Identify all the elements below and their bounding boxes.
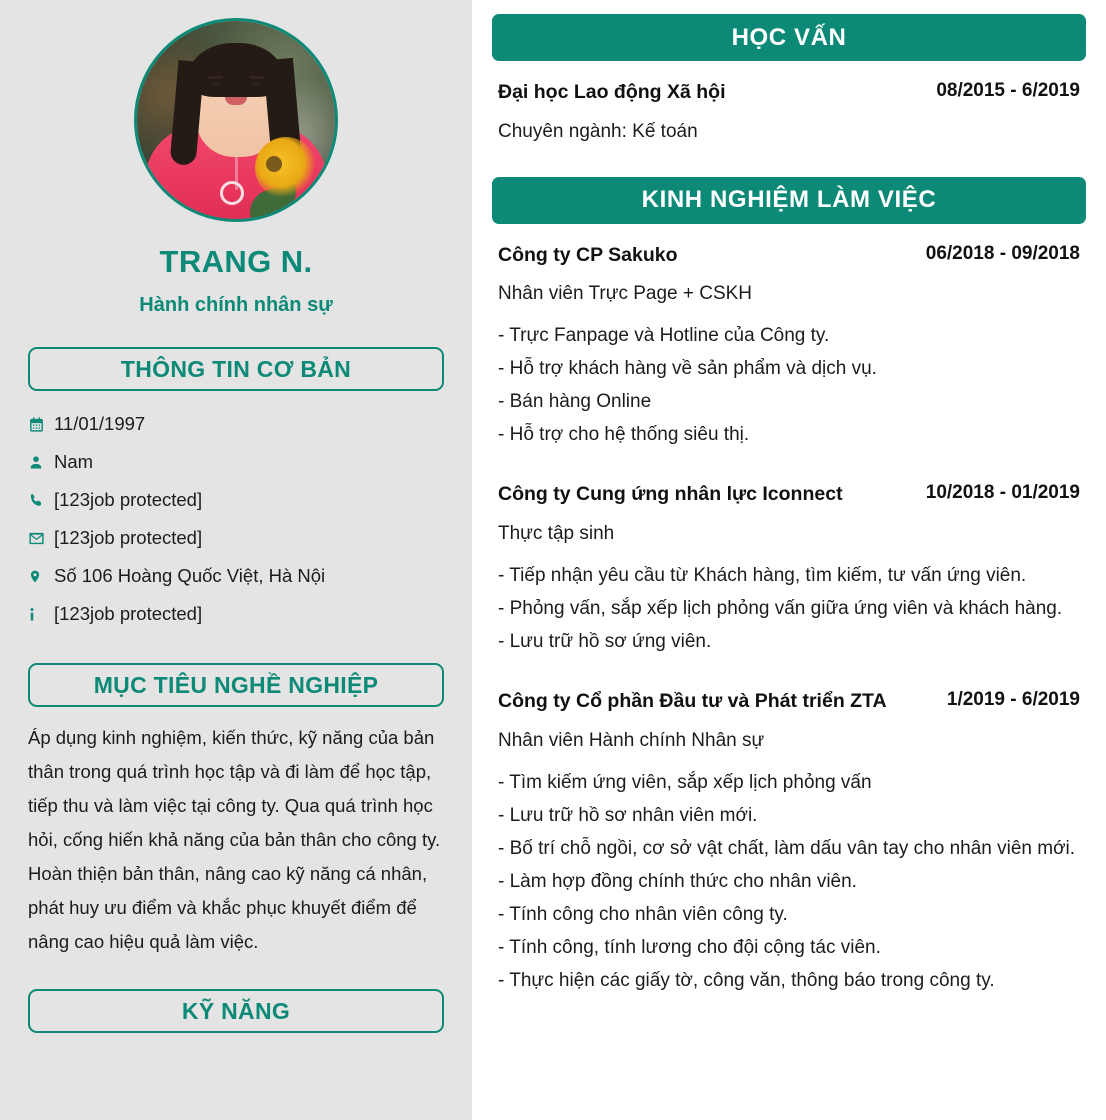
contact-list <box>28 405 444 633</box>
contact-row-address <box>28 557 444 595</box>
experience-company: Công ty CP Sakuko <box>498 243 678 266</box>
contact-value-email: [123job protected] <box>54 526 203 548</box>
experience-company: Công ty Cung ứng nhân lực Iconnect <box>498 483 843 506</box>
education-date: 08/2015 - 6/2019 <box>936 80 1080 101</box>
experience-bullet: - Hỗ trợ cho hệ thống siêu thị. <box>498 424 750 446</box>
experience-bullet: - Tìm kiếm ứng viên, sắp xếp lịch phỏng vấn <box>498 771 872 793</box>
map-pin-icon <box>28 568 54 585</box>
contact-row-phone[interactable] <box>28 481 444 519</box>
contact-row-email[interactable] <box>28 519 444 557</box>
experience-bullets <box>498 319 1080 451</box>
section-heading-skills: KỸ NĂNG <box>28 989 444 1033</box>
education-entry <box>492 79 1086 143</box>
contact-value-info: [123job protected] <box>54 602 203 624</box>
experience-bullet: - Phỏng vấn, sắp xếp lịch phỏng vấn giữa ứng viên và khách hàng. <box>498 598 1063 620</box>
section-heading-objective: MỤC TIÊU NGHỀ NGHIỆP <box>28 663 444 707</box>
contact-value-address: Số 106 Hoàng Quốc Việt, Hà Nội <box>54 564 326 586</box>
experience-date: 06/2018 - 09/2018 <box>925 242 1080 264</box>
experience-position: Nhân viên Trực Page + CSKH <box>498 283 753 305</box>
avatar <box>134 18 338 222</box>
calendar-icon <box>28 416 54 433</box>
section-heading-experience: KINH NGHIỆM LÀM VIỆC <box>492 177 1086 224</box>
education-school: Đại học Lao động Xã hội <box>498 81 726 103</box>
candidate-role: Hành chính nhân sự <box>139 294 333 316</box>
info-icon <box>28 606 54 623</box>
experience-date: 10/2018 - 01/2019 <box>925 482 1080 504</box>
experience-entry-head <box>498 242 1080 270</box>
photo-container <box>28 0 444 222</box>
experience-date: 1/2019 - 6/2019 <box>946 689 1080 711</box>
experience-bullet: - Bố trí chỗ ngồi, cơ sở vật chất, làm dấu vân tay cho nhân viên mới. <box>498 837 1076 859</box>
experience-bullet: - Trực Fanpage và Hotline của Công ty. <box>498 325 830 347</box>
contact-row-birthdate <box>28 405 444 443</box>
experience-bullet: - Tiếp nhận yêu cầu từ Khách hàng, tìm kiếm, tư vấn ứng viên. <box>498 565 1027 587</box>
envelope-icon <box>28 530 54 547</box>
phone-icon <box>28 492 54 509</box>
experience-company: Công ty Cổ phần Đầu tư và Phát triển ZTA <box>498 690 887 713</box>
contact-value-phone: [123job protected] <box>54 488 203 510</box>
sunflower-bouquet <box>255 137 317 199</box>
experience-entry-head <box>498 481 1080 509</box>
experience-entry <box>492 242 1086 452</box>
experience-bullets <box>498 766 1080 997</box>
experience-bullet: - Lưu trữ hồ sơ ứng viên. <box>498 631 712 653</box>
experience-position: Nhân viên Hành chính Nhân sự <box>498 729 765 751</box>
contact-value-gender: Nam <box>54 450 94 472</box>
contact-value-birthdate: 11/01/1997 <box>54 412 146 434</box>
experience-bullet: - Hỗ trợ khách hàng về sản phẩm và dịch vụ. <box>498 358 877 380</box>
experience-bullet: - Lưu trữ hồ sơ nhân viên mới. <box>498 804 758 826</box>
candidate-name: TRANG N. <box>159 244 313 279</box>
education-entry-head <box>498 79 1080 107</box>
experience-bullet: - Tính công, tính lương cho đội cộng tác viên. <box>498 936 881 958</box>
sidebar <box>0 0 472 1120</box>
experience-entry <box>492 481 1086 658</box>
section-heading-education: HỌC VẤN <box>492 14 1086 61</box>
person-icon <box>28 454 54 471</box>
education-major: Chuyên ngành: Kế toán <box>498 120 698 142</box>
main-content <box>472 0 1106 1120</box>
experience-entry <box>492 688 1086 997</box>
experience-bullets <box>498 559 1080 658</box>
contact-row-info <box>28 595 444 633</box>
experience-bullet: - Làm hợp đồng chính thức cho nhân viên. <box>498 870 857 892</box>
portrait-photo <box>137 21 335 219</box>
experience-entry-head <box>498 688 1080 716</box>
section-heading-basic-info: THÔNG TIN CƠ BẢN <box>28 347 444 391</box>
experience-bullet: - Tính công cho nhân viên công ty. <box>498 903 788 925</box>
objective-body <box>28 721 444 959</box>
experience-bullet: - Bán hàng Online <box>498 391 652 413</box>
objective-paragraph: Áp dụng kinh nghiệm, kiến thức, kỹ năng của bản thân trong quá trình học tập và đi làm để học tập, tiếp thu và làm việc tại công ty. Qua quá trình học hỏi, cống hiến khả năng của bản thân cho công ty. <box>28 727 441 850</box>
objective-paragraph: Hoàn thiện bản thân, nâng cao kỹ năng cá nhân, phát huy ưu điểm và khắc phục khuyết điểm để nâng cao hiệu quả làm việc. <box>28 863 428 952</box>
experience-bullet: - Thực hiện các giấy tờ, công văn, thông báo trong công ty. <box>498 969 995 991</box>
experience-section <box>492 177 1086 997</box>
experience-position: Thực tập sinh <box>498 523 615 545</box>
contact-row-gender <box>28 443 444 481</box>
education-section <box>492 14 1086 143</box>
